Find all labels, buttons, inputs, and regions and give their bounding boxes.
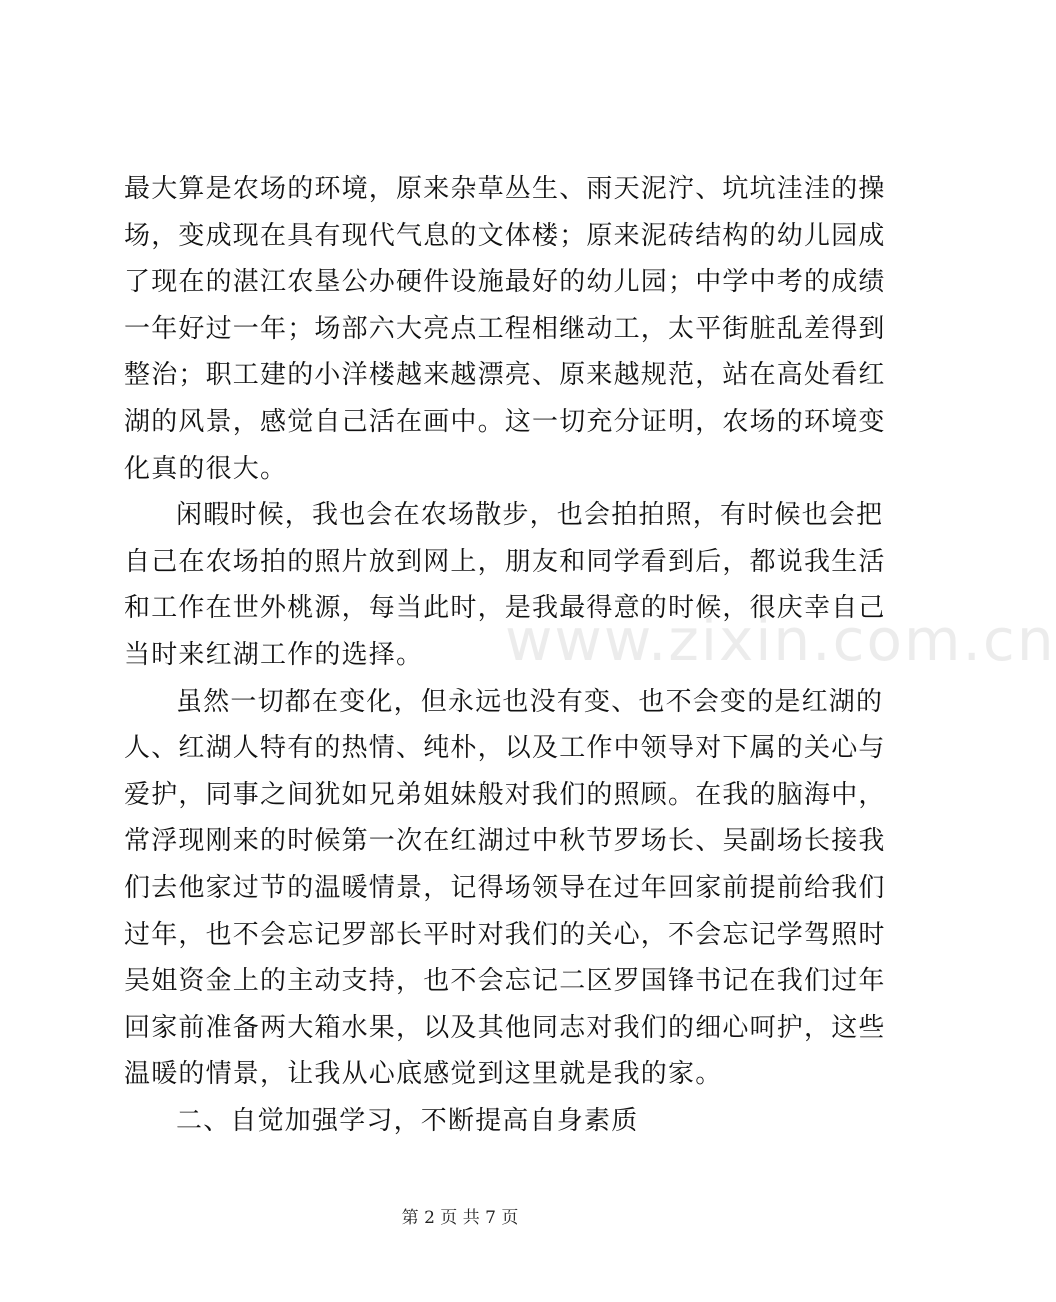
text-line: 常浮现刚来的时候第一次在红湖过中秋节罗场长、吴副场长接我 xyxy=(124,826,886,857)
paragraph xyxy=(124,166,886,492)
text-line: 最大算是农场的环境，原来杂草丛生、雨天泥泞、坑坑洼洼的操 xyxy=(124,174,886,204)
text-line: 和工作在世外桃源，每当此时，是我最得意的时候，很庆幸自己 xyxy=(124,593,886,624)
text-line: 闲暇时候，我也会在农场散步，也会拍拍照，有时候也会把 xyxy=(176,500,884,531)
watermark: www.zixin.com.cn xyxy=(505,606,1056,674)
text-line: 化真的很大。 xyxy=(124,453,288,484)
text-line: 当时来红湖工作的选择。 xyxy=(124,639,424,670)
text-line: 场，变成现在具有现代气息的文体楼；原来泥砖结构的幼儿园成 xyxy=(124,220,886,251)
text-line: 吴姐资金上的主动支持，也不会忘记二区罗国锋书记在我们过年 xyxy=(124,966,886,997)
text-line: 回家前准备两大箱水果，以及其他同志对我们的细心呵护，这些 xyxy=(124,1012,886,1043)
paragraph xyxy=(124,679,886,1098)
text-line: 温暖的情景，让我从心底感觉到这里就是我的家。 xyxy=(124,1059,723,1090)
text-line: 们去他家过节的温暖情景，记得场领导在过年回家前提前给我们 xyxy=(124,872,886,903)
text-line: 自己在农场拍的照片放到网上，朋友和同学看到后，都说我生活 xyxy=(124,546,886,577)
text-line: 了现在的湛江农垦公办硬件设施最好的幼儿园；中学中考的成绩 xyxy=(124,267,886,298)
text-line: 爱护，同事之间犹如兄弟姐妹般对我们的照顾。在我的脑海中， xyxy=(124,779,886,810)
text-line: 整治；职工建的小洋楼越来越漂亮、原来越规范，站在高处看红 xyxy=(124,360,886,391)
text-line: 二、自觉加强学习，不断提高自身素质 xyxy=(176,1105,639,1136)
page-footer: 第 2 页 共 7 页 xyxy=(401,1208,519,1228)
text-line: 虽然一切都在变化，但永远也没有变、也不会变的是红湖的 xyxy=(176,686,884,717)
text-line: 一年好过一年；场部六大亮点工程相继动工，太平街脏乱差得到 xyxy=(124,313,886,344)
paragraph xyxy=(124,1098,804,1145)
text-line: 过年，也不会忘记罗部长平时对我们的关心，不会忘记学驾照时 xyxy=(124,919,886,950)
text-line: 湖的风景，感觉自己活在画中。这一切充分证明，农场的环境变 xyxy=(124,406,886,437)
text-line: 人、红湖人特有的热情、纯朴，以及工作中领导对下属的关心与 xyxy=(124,733,886,764)
